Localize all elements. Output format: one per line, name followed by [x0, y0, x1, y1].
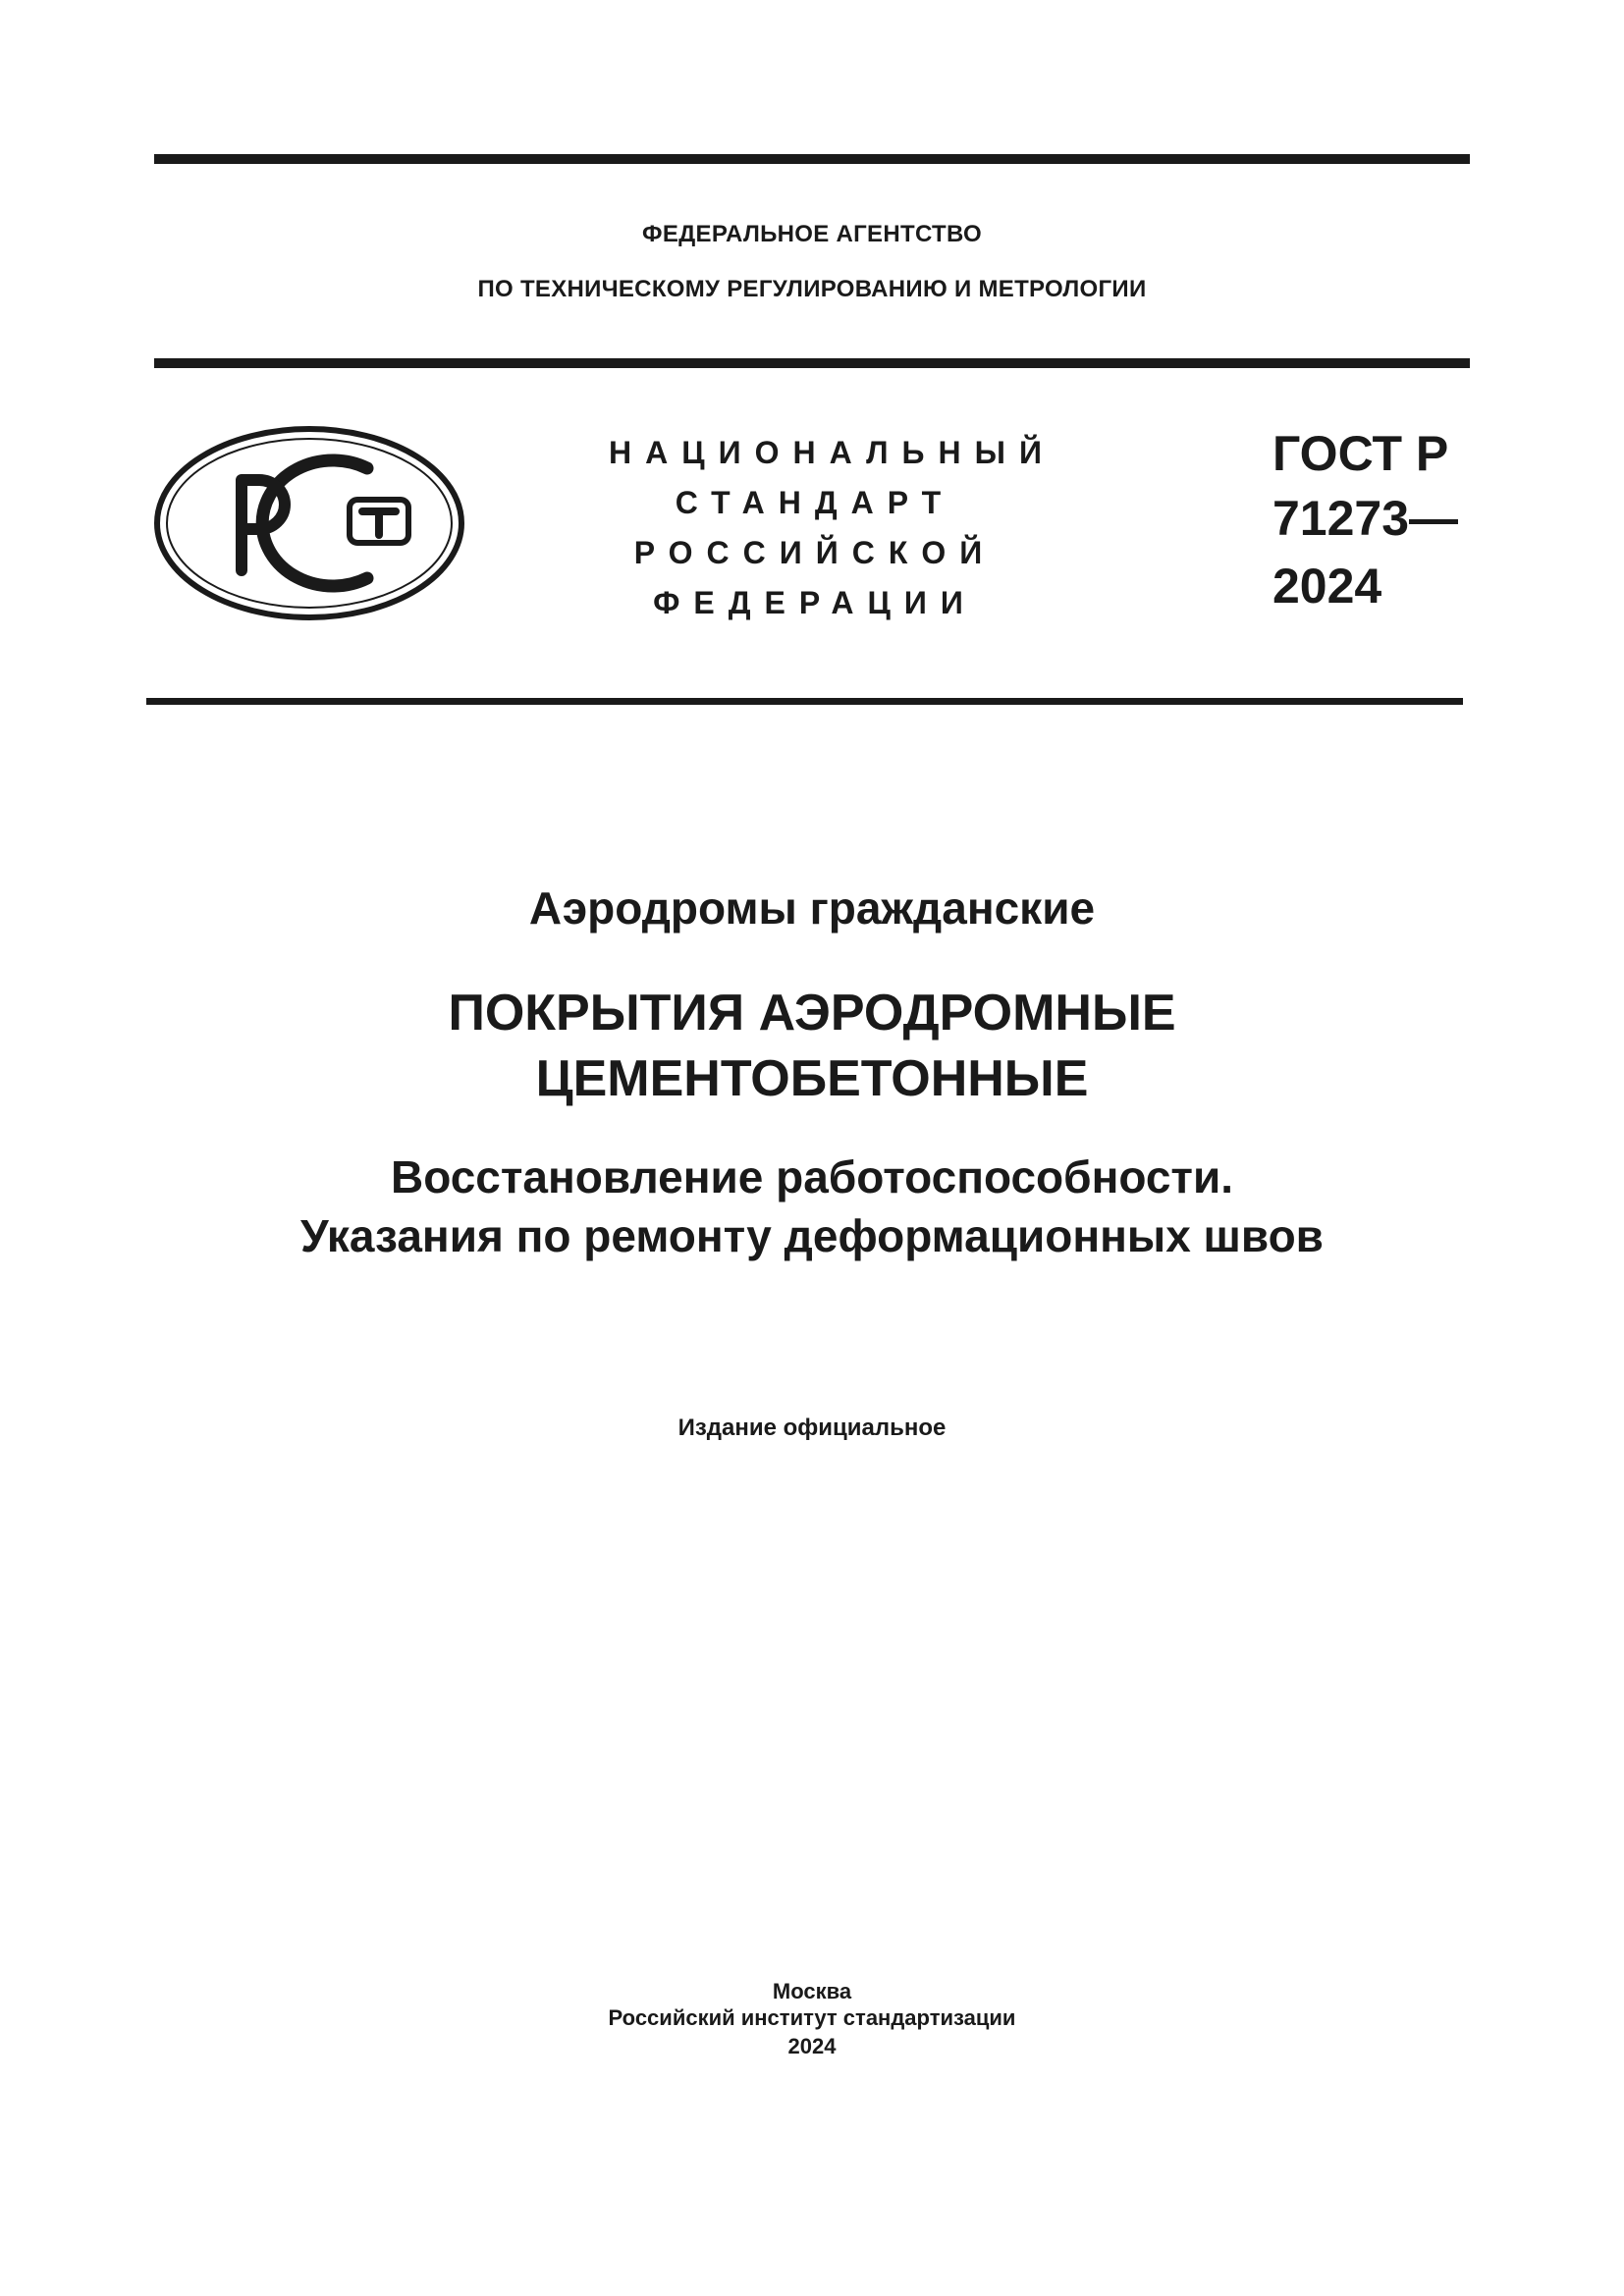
agency-name-line2: ПО ТЕХНИЧЕСКОМУ РЕГУЛИРОВАНИЮ И МЕТРОЛОГИИ — [477, 276, 1147, 302]
standard-type-line2: СТАНДАРТ — [675, 485, 955, 520]
document-description-line2: Указания по ремонту деформационных швов — [300, 1210, 1324, 1261]
rst-certification-mark-icon — [153, 425, 465, 621]
document-title-line1: ПОКРЫТИЯ АЭРОДРОМНЫЕ — [448, 985, 1176, 1041]
agency-name-line1: ФЕДЕРАЛЬНОЕ АГЕНТСТВО — [642, 221, 982, 247]
standard-designation-line3: 2024 — [1272, 559, 1382, 614]
edition-label: Издание официальное — [677, 1415, 947, 1441]
imprint-city: Москва — [772, 1979, 852, 2003]
standard-type-line1: НАЦИОНАЛЬНЫЙ — [609, 435, 1056, 470]
header-divider-rule — [154, 358, 1470, 368]
standard-type-line4: ФЕДЕРАЦИИ — [653, 585, 977, 620]
title-block-rule — [146, 698, 1463, 705]
document-subtitle: Аэродромы гражданские — [528, 882, 1096, 934]
standard-designation-line1: ГОСТ Р — [1272, 426, 1449, 481]
document-title-line2: ЦЕМЕНТОБЕТОННЫЕ — [535, 1050, 1089, 1107]
top-rule — [154, 154, 1470, 164]
standard-type-line3: РОССИЙСКОЙ — [633, 535, 997, 570]
document-description-line1: Восстановление работоспособности. — [390, 1151, 1234, 1202]
imprint-year: 2024 — [787, 2034, 837, 2058]
imprint-publisher: Российский институт стандартизации — [608, 2005, 1016, 2030]
standard-designation-line2: 71273— — [1272, 491, 1459, 546]
